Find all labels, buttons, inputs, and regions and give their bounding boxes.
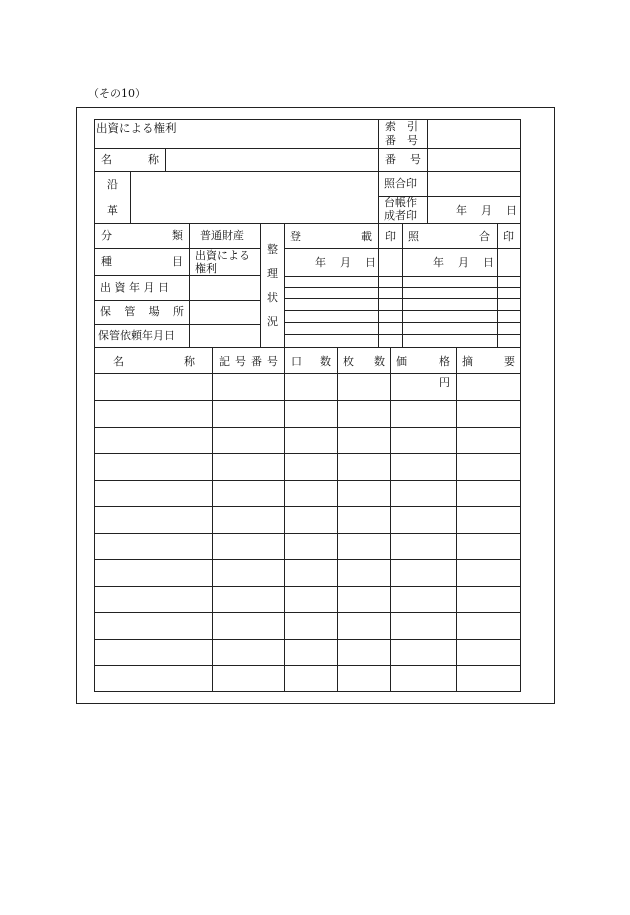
header-units-char-1: 口 [291,355,302,368]
status-grid-hline-6 [284,322,521,323]
header-remarks [462,356,515,367]
storage-location-field[interactable] [189,300,261,325]
registration-year: 年 [315,256,326,269]
table-row-line-10 [94,639,521,640]
investment-date-field[interactable] [189,275,261,301]
number-label [385,154,421,165]
history-label-top: 沿 [107,178,118,191]
number-label-char-2: 号 [410,153,421,166]
collation-char-2: 合 [479,230,490,243]
page-label: （その10） [88,87,146,100]
table-row-line-4 [94,480,521,481]
header-name-char-2: 称 [184,355,195,368]
index-number-label-1: 索 引 [385,120,418,133]
status-char-1: 整 [267,243,278,256]
type-label-char-1: 種 [101,255,112,268]
header-units-char-2: 数 [320,355,331,368]
collation-seal-label: 照合印 [384,177,417,190]
form-title: 出資による権利 [96,121,177,135]
unit-yen: 円 [439,376,450,389]
header-price-char-2: 格 [439,355,450,368]
storage-location-char-4: 所 [172,305,184,318]
table-row-line-6 [94,533,521,534]
header-code-char-3: 番 [251,355,262,368]
collation-seal-field[interactable] [427,171,521,197]
table-col-line-1 [212,347,213,692]
table-col-line-4 [390,347,391,692]
collation-day: 日 [483,256,494,269]
collation-month: 月 [458,256,469,269]
status-grid-vline-2 [402,223,403,348]
ledger-date-year: 年 [456,204,467,217]
number-field[interactable] [427,148,521,172]
header-price [396,356,450,367]
ledger-seal-label-1: 台帳作 [384,196,417,209]
storage-location-char-3: 場 [148,305,160,318]
history-field[interactable] [130,171,379,224]
table-col-line-5 [456,347,457,692]
collation-char-1: 照 [408,230,419,243]
number-label-char-1: 番 [385,153,396,166]
classification-label-char-1: 分 [101,229,112,242]
table-row-line-9 [94,612,521,613]
header-code-char-2: 号 [235,355,246,368]
table-row-line-8 [94,586,521,587]
collation-seal-label-2: 印 [503,230,514,243]
table-col-line-2 [284,347,285,692]
status-grid-hline-7 [284,334,521,335]
status-grid-hline-5 [284,310,521,311]
storage-location-char-1: 保 [100,305,111,318]
type-label [101,256,183,267]
status-grid-hline-2 [284,276,521,277]
registration-char-1: 登 [290,230,301,243]
table-header-line [94,373,521,374]
registration-month: 月 [340,256,351,269]
registration-char-2: 載 [361,230,372,243]
header-sheets-char-1: 枚 [343,355,354,368]
classification-label [101,230,183,241]
status-char-2: 理 [267,267,278,280]
status-char-3: 状 [267,291,278,304]
name-label-char-2: 称 [148,153,159,166]
ledger-date-month: 月 [481,204,492,217]
header-name-char-1: 名 [113,355,124,368]
header-units [291,356,331,367]
classification-value: 普通財産 [200,229,244,242]
index-number-label-2: 番 号 [385,134,418,147]
status-grid-hline-3 [284,287,521,288]
table-row-line-11 [94,665,521,666]
name-label-char-1: 名 [101,153,112,166]
status-label-cell [260,223,285,348]
header-price-char-1: 価 [396,355,407,368]
classification-label-char-2: 類 [172,229,183,242]
table-row-line-3 [94,453,521,454]
registration-label [290,231,372,242]
name-label [101,154,159,165]
status-grid-hline-4 [284,298,521,299]
type-label-char-2: 目 [172,255,183,268]
header-sheets-char-2: 数 [374,355,385,368]
investment-date-label: 出 資 年 月 日 [100,281,169,294]
header-remarks-char-1: 摘 [462,355,473,368]
header-code-char-4: 号 [267,355,278,368]
storage-location-char-2: 管 [124,305,136,318]
type-value-line-2: 権利 [195,262,217,275]
table-row-line-7 [94,559,521,560]
history-label-bottom: 革 [107,204,118,217]
header-remarks-char-2: 要 [504,355,515,368]
type-value-line-1: 出資による [195,249,250,262]
storage-request-date-label: 保管依頼年月日 [98,329,175,342]
index-number-field[interactable] [427,119,521,149]
table-row-line-2 [94,427,521,428]
header-code-number [219,356,278,367]
table-col-line-3 [337,347,338,692]
header-name [113,356,195,367]
status-char-4: 況 [267,315,278,328]
table-row-line-1 [94,400,521,401]
storage-request-date-field[interactable] [189,324,261,348]
ledger-seal-label-2: 成者印 [384,209,417,222]
storage-location-label [100,306,184,317]
collation-year: 年 [433,256,444,269]
table-row-line-5 [94,506,521,507]
status-grid-vline-3 [497,223,498,348]
ledger-date-day: 日 [506,204,517,217]
header-sheets [343,356,385,367]
name-field[interactable] [165,148,379,172]
registration-day: 日 [365,256,376,269]
status-grid-hline-1 [284,248,521,249]
registration-seal-label: 印 [385,230,396,243]
status-grid-vline-1 [378,223,379,348]
collation-label [408,231,490,242]
header-code-char-1: 記 [219,355,230,368]
